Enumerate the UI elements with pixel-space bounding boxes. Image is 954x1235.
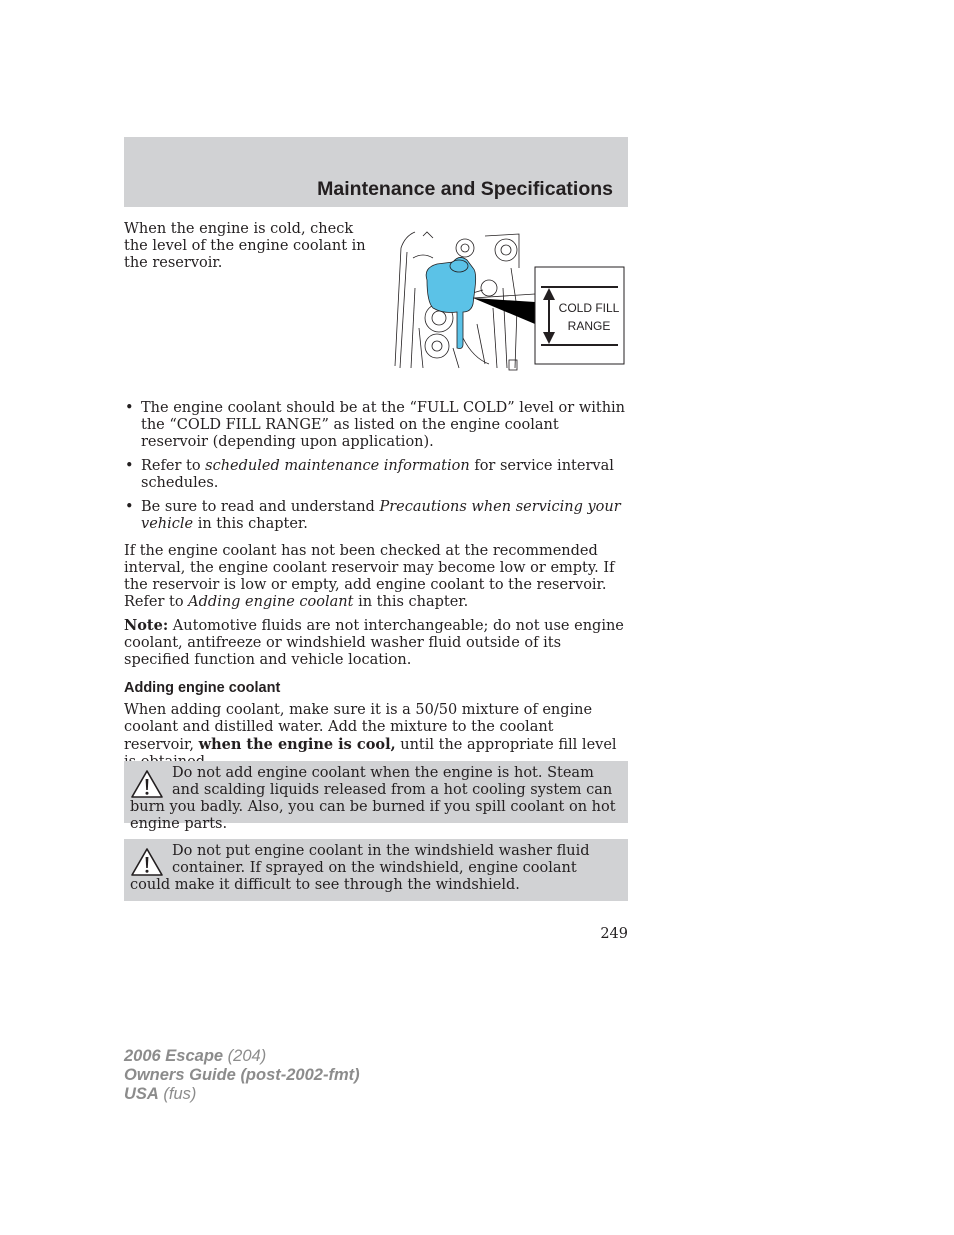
section-header-band [124,137,628,207]
page-number: 249 [600,926,628,942]
coolant-reservoir-illustration [393,228,629,378]
cross-reference: Precautions when servicing your vehicle [141,499,621,532]
cold-fill-label-line2: RANGE [567,319,611,333]
list-item: • Refer to scheduled maintenance information for service interval schedules. [125,458,614,491]
cross-reference: scheduled maintenance information [205,458,470,474]
footer-line-guide: Owners Guide (post-2002-fmt) [124,1066,360,1084]
document-footer [124,1047,360,1104]
section-title: Maintenance and Specifications [317,178,613,200]
cold-fill-label-line1: COLD FILL [558,301,620,315]
engine-bay-drawing [393,228,629,378]
warning-triangle-icon [130,847,164,877]
recheck-paragraph: If the engine coolant has not been checked at the recommended interval, the engine coolant reservoir may become low or empty. If the reservoir is low or empty, add engine coolant to the reservoir. Refer to Adding engine coolant in this chapter. [124,543,615,610]
intro-paragraph: When the engine is cold, check the level of the engine coolant in the reservoir. [124,221,366,271]
warning-box-washer-fluid: Do not put engine coolant in the windshield washer fluid container. If sprayed on the windshield, engine coolant could make it difficult to see through the windshield. [124,839,628,901]
warning-box-hot-engine: Do not add engine coolant when the engine is hot. Steam and scalding liquids released from a hot cooling system can burn you badly. Also, you can be burned if you spill coolant on hot engine parts. [124,761,628,823]
warning-triangle-icon [130,769,164,799]
adding-coolant-paragraph: When adding coolant, make sure it is a 50/50 mixture of engine coolant and distilled water. Add the mixture to the coolant reservoir, when the engine is cool, until the appropriate fill level [124,702,617,753]
cross-reference: Adding engine coolant [188,594,354,610]
footer-line-market: USA (fus) [124,1085,197,1103]
list-item: • Be sure to read and understand Precautions when servicing your vehicle in this chapter. [125,499,621,532]
note-label: Note: [124,617,169,634]
list-item: • The engine coolant should be at the “FULL COLD” level or within the “COLD FILL RANGE” as listed on the engine coolant reservoir (depending upon application). [125,400,626,450]
footer-line-model: 2006 Escape (204) [124,1047,267,1065]
bullet-list [124,400,628,540]
note-paragraph: Note: Automotive fluids are not interchangeable; do not use engine coolant, antifreeze or windshield washer fluid outside of its specified function and vehicle location. [124,617,624,668]
section-heading: Adding engine coolant [124,680,281,696]
